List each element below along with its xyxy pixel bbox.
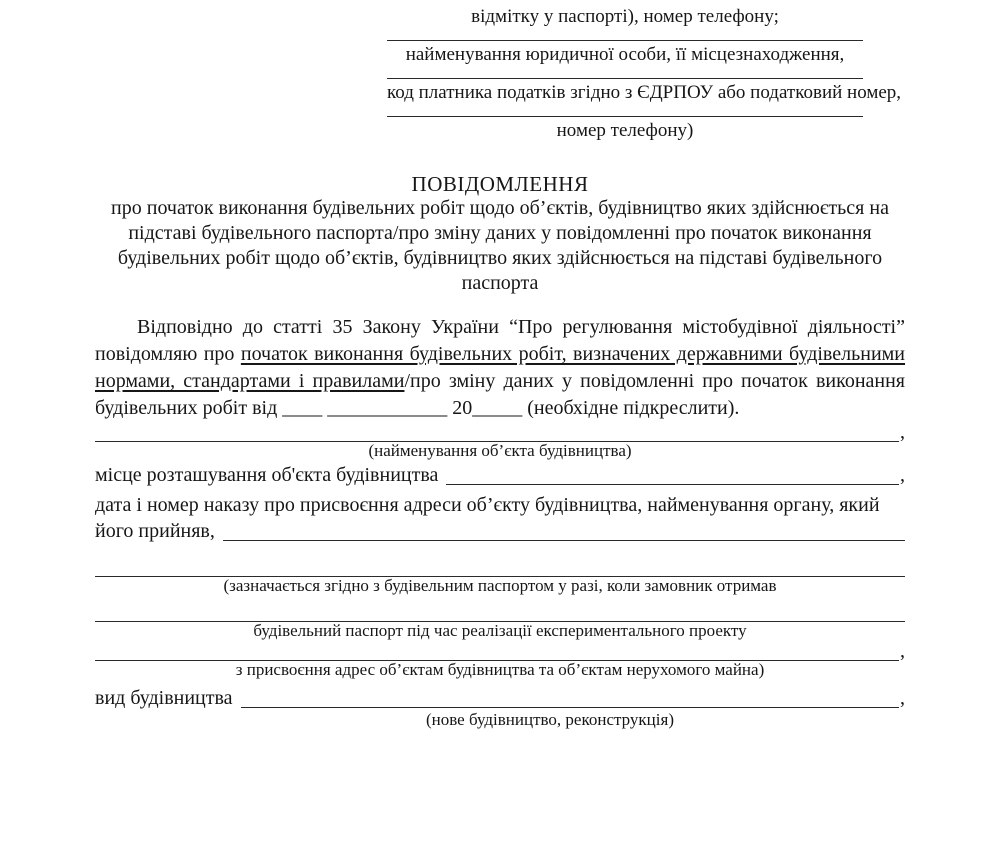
passport-note-row-2: [95, 602, 905, 622]
object-name-row: [95, 422, 905, 442]
location-field[interactable]: [446, 466, 899, 485]
phone-number-field[interactable]: [387, 102, 863, 117]
header-caption-phone: номер телефону): [556, 120, 694, 141]
passport-note-caption-2: будівельний паспорт під час реалізації експериментального проекту: [253, 621, 747, 640]
location-comma: ,: [900, 464, 905, 486]
passport-note-row-1: [95, 557, 905, 577]
object-name-caption: (найменування об’єкта будівництва): [368, 441, 632, 460]
passport-note-field-3[interactable]: [95, 643, 899, 661]
address-order-row: [95, 518, 905, 544]
object-name-field[interactable]: [95, 424, 899, 442]
intro-paragraph: [95, 314, 905, 422]
passport-note-caption-3: з присвоєння адрес об’єктам будівництва та об’єктам нерухомого майна): [235, 660, 765, 679]
passport-note-row-3: [95, 641, 905, 661]
document-subtitle: про початок виконання будівельних робіт щодо об’єктів, будівництво яких здійснюється на підставі будівельного паспорта/про зміну даних у повідомленні про початок виконання будівельних робіт щодо об’єктів, будівництво яких здійснюється на підставі будівельного паспорта: [111, 197, 889, 294]
location-row: [95, 462, 905, 488]
legal-entity-name-field[interactable]: [387, 26, 863, 41]
intro-underlined-option: початок виконання будівельних робіт, визначених державними будівельними нормами, стандартами і правилами: [95, 343, 906, 392]
passport-note-field-2[interactable]: [95, 604, 905, 622]
applicant-info-block: [387, 0, 902, 141]
construction-type-comma: ,: [900, 687, 905, 709]
construction-type-field[interactable]: [241, 689, 899, 708]
intro-text-part-2: /про зміну даних у повідомленні про початок виконання будівельних робіт від ____ ____________ 20_____ (необхідне підкреслити).: [95, 370, 906, 419]
construction-type-caption: (нове будівництво, реконструкція): [425, 710, 674, 729]
address-order-label-line-1: дата і номер наказу про присвоєння адреси об’єкту будівництва, найменування органу, який: [95, 494, 880, 516]
header-caption-legal-entity: найменування юридичної особи, її місцезнаходження,: [405, 44, 845, 65]
passport-note-caption-1: (зазначається згідно з будівельним паспортом у разі, коли замовник отримав: [223, 576, 777, 595]
construction-type-label: вид будівництва: [95, 687, 233, 709]
construction-type-row: [95, 685, 905, 711]
intro-text-part-1: Відповідно до статті 35 Закону України “Про регулювання містобудівної діяльності” повідомляю про: [95, 316, 905, 365]
passport-note-field-1[interactable]: [95, 559, 905, 577]
header-caption-passport-phone: відмітку у паспорті), номер телефону;: [471, 6, 779, 27]
header-caption-tax-code: код платника податків згідно з ЄДРПОУ або податковий номер,: [387, 82, 902, 103]
document-title: ПОВІДОМЛЕННЯ: [411, 172, 589, 196]
address-order-label-line-2: його прийняв,: [95, 520, 215, 542]
address-order-field[interactable]: [223, 522, 905, 541]
tax-code-field[interactable]: [387, 64, 863, 79]
object-name-comma: ,: [900, 421, 905, 443]
location-label: місце розташування об'єкта будівництва: [95, 464, 439, 486]
passport-note-comma: ,: [900, 640, 905, 662]
